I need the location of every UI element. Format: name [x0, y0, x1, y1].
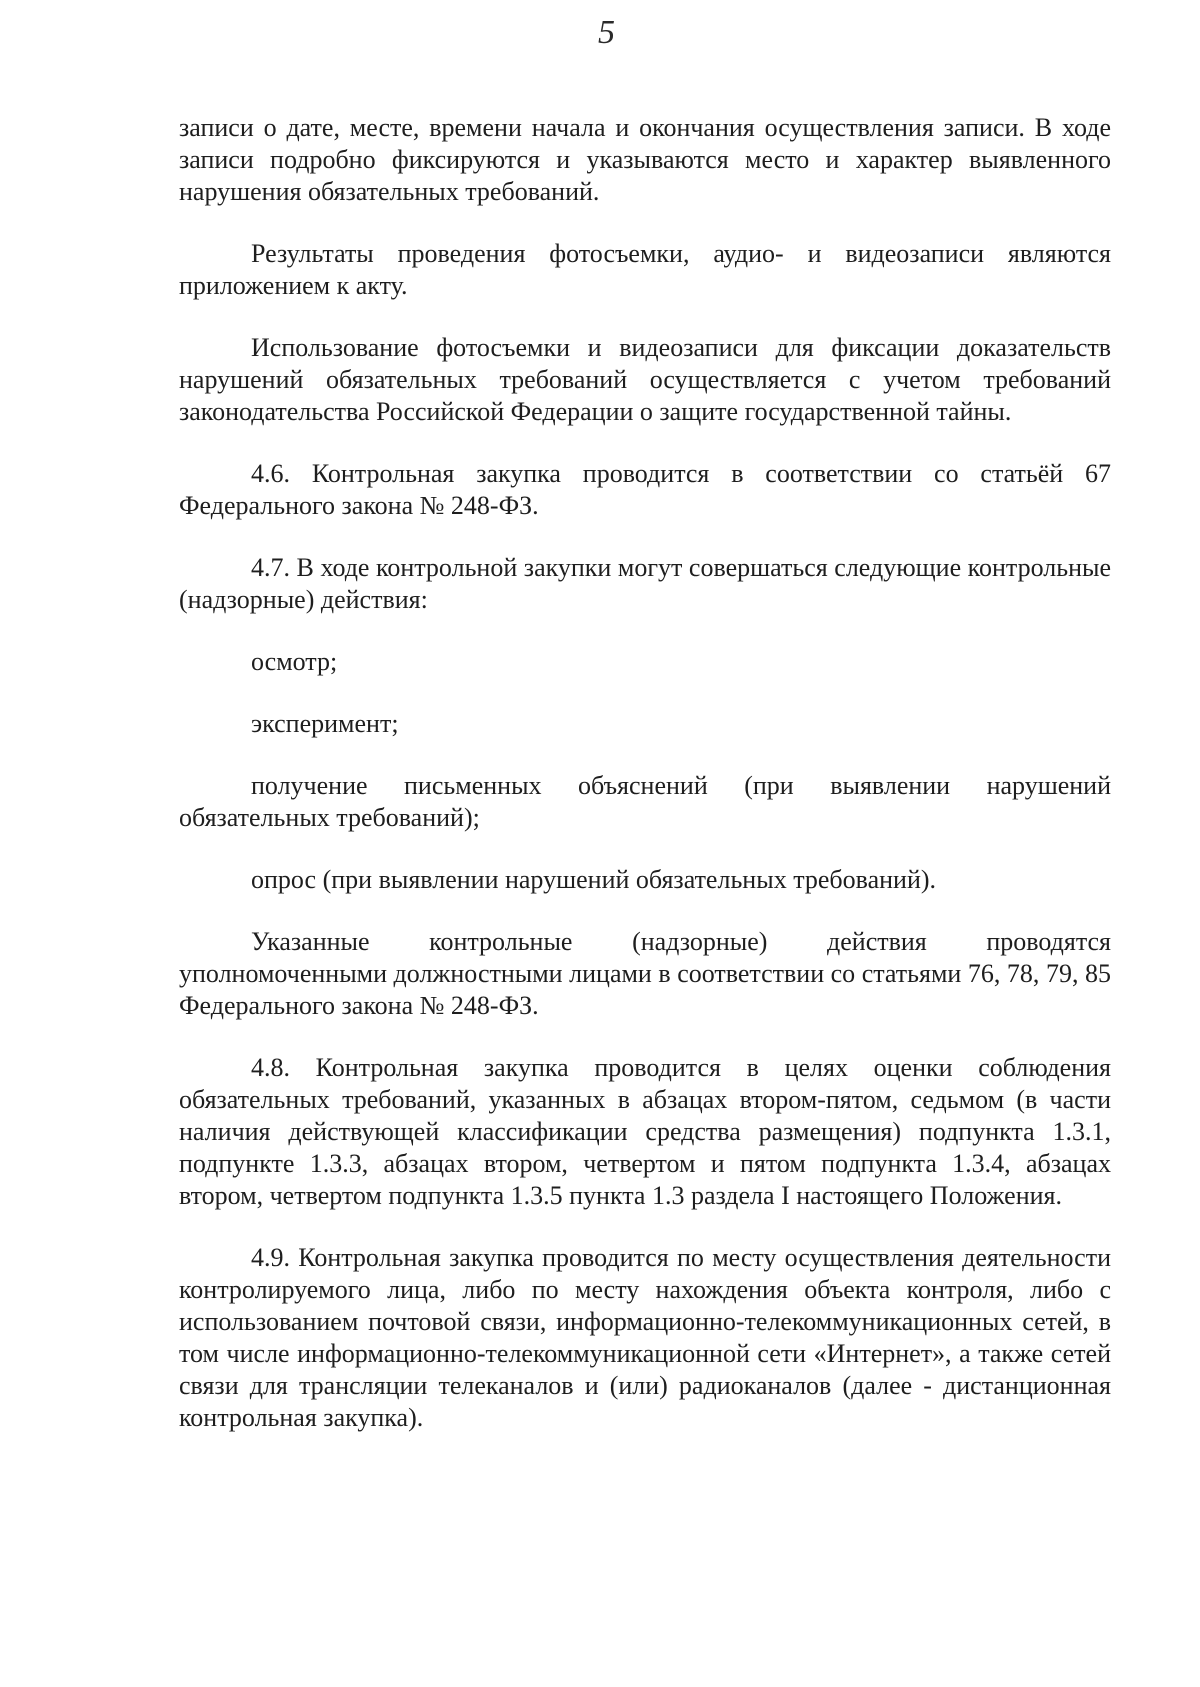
list-item-experiment: эксперимент;: [251, 709, 399, 738]
list-item-written-explanations: получение письменных объяснений (при выявлении нарушений обязательных требований);: [179, 771, 1111, 832]
paragraph-4-8: 4.8. Контрольная закупка проводится в целях оценки соблюдения обязательных требований, указанных в абзацах втором-пятом, седьмом (в части наличия действующей классификации средства размещения) подпункта 1.3.1, подпункте 1.3.3, абзацах втором, четвертом и пятом подпункта 1.3.4, абзацах втором, четвертом подпункта 1.3.5 пункта 1.3 раздела I настоящего Положения.: [179, 1053, 1111, 1210]
page-number: 5: [598, 14, 615, 51]
paragraph-4-9: 4.9. Контрольная закупка проводится по месту осуществления деятельности контролируемого лица, либо по месту нахождения объекта контроля, либо с использованием почтовой связи, информационно-телекоммуникационных сетей, в том числе информационно-телекоммуникационной сети «Интернет», а также сетей связи для трансляции телеканалов и (или) радиоканалов (далее - дистанционная контрольная закупка).: [179, 1243, 1111, 1432]
list-item-survey: опрос (при выявлении нарушений обязательных требований).: [251, 865, 937, 894]
paragraph-authorized-officials: Указанные контрольные (надзорные) действия проводятся уполномоченными должностными лицами в соответствии со статьями 76, 78, 79, 85 Федерального закона № 248-ФЗ.: [179, 927, 1111, 1020]
paragraph-recording-details: записи о дате, месте, времени начала и окончания осуществления записи. В ходе записи подробно фиксируются и указываются место и характер выявленного нарушения обязательных требований.: [179, 113, 1111, 206]
document-body: [179, 112, 1111, 1434]
paragraph-4-6: 4.6. Контрольная закупка проводится в соответствии со статьёй 67 Федерального закона № 248-ФЗ.: [179, 459, 1111, 520]
paragraph-4-7: 4.7. В ходе контрольной закупки могут совершаться следующие контрольные (надзорные) действия:: [179, 553, 1111, 614]
list-item-inspection: осмотр;: [251, 647, 338, 676]
paragraph-results-attachment: Результаты проведения фотосъемки, аудио- и видеозаписи являются приложением к акту.: [179, 239, 1111, 300]
paragraph-state-secret: Использование фотосъемки и видеозаписи для фиксации доказательств нарушений обязательных требований осуществляется с учетом требований законодательства Российской Федерации о защите государственной тайны.: [179, 333, 1111, 426]
